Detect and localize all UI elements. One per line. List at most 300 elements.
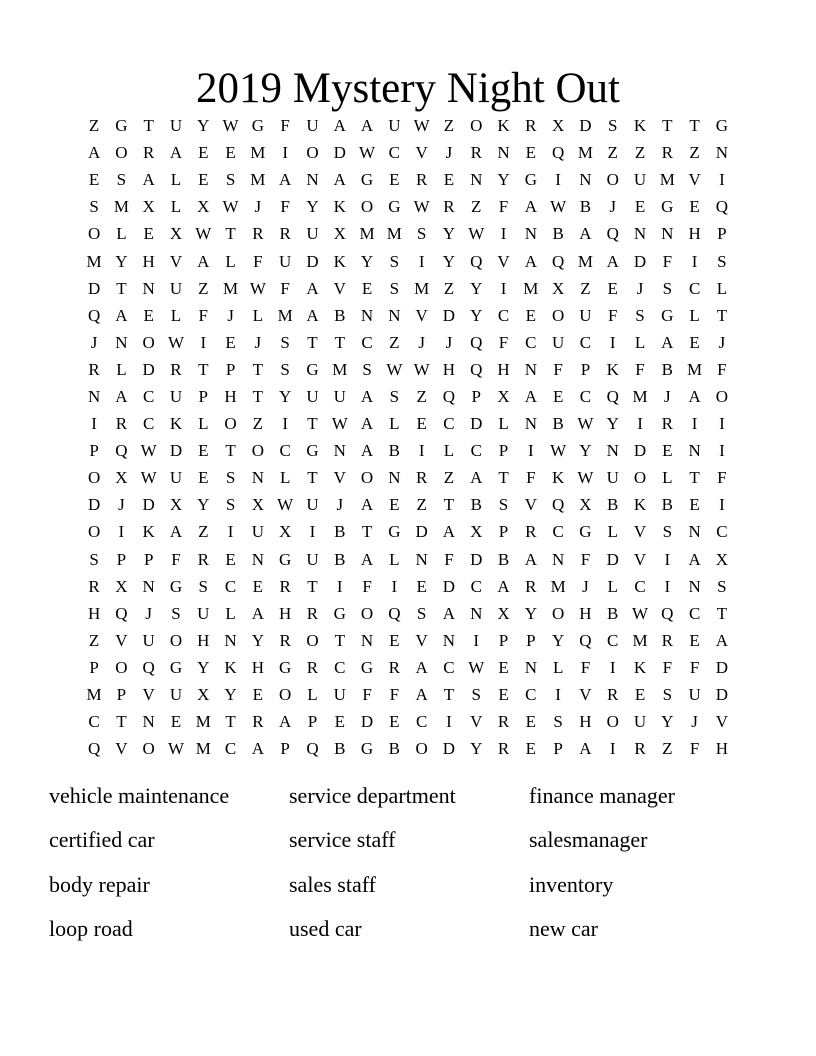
grid-letter: K bbox=[551, 468, 565, 488]
grid-letter: Y bbox=[306, 197, 319, 217]
grid-letter: I bbox=[446, 712, 452, 732]
grid-letter: E bbox=[225, 332, 236, 352]
grid-letter: E bbox=[389, 170, 400, 190]
grid-letter: X bbox=[551, 278, 565, 298]
grid-letter: B bbox=[552, 224, 564, 244]
grid-letter: C bbox=[334, 657, 346, 677]
grid-letter: C bbox=[688, 278, 701, 298]
grid-letter: T bbox=[307, 468, 318, 488]
grid-letter: Z bbox=[662, 739, 673, 759]
grid-letter: S bbox=[607, 116, 618, 136]
grid-letter: A bbox=[87, 143, 101, 163]
grid-letter: N bbox=[606, 441, 619, 461]
grid-letter: L bbox=[389, 549, 400, 569]
grid-letter: Q bbox=[551, 495, 565, 515]
grid-letter: E bbox=[334, 712, 345, 732]
grid-letter: N bbox=[551, 549, 565, 569]
grid-letter: E bbox=[525, 739, 537, 759]
grid-letter: N bbox=[415, 549, 428, 569]
grid-letter: I bbox=[118, 522, 125, 542]
grid-letter: D bbox=[415, 522, 428, 542]
word-list-item: sales staff bbox=[289, 871, 376, 897]
grid-letter: P bbox=[498, 630, 509, 650]
grid-letter: E bbox=[416, 576, 427, 596]
word-list-column-3 bbox=[529, 774, 776, 951]
grid-letter: V bbox=[688, 170, 701, 190]
grid-letter: W bbox=[386, 359, 403, 379]
grid-letter: I bbox=[719, 414, 725, 434]
grid-letter: R bbox=[88, 576, 100, 596]
grid-letter: N bbox=[661, 224, 674, 244]
grid-letter: B bbox=[388, 739, 401, 759]
grid-letter: W bbox=[468, 657, 485, 677]
grid-letter: V bbox=[169, 251, 183, 271]
grid-letter: N bbox=[251, 468, 264, 488]
grid-letter: J bbox=[227, 305, 234, 325]
grid-letter: Q bbox=[115, 603, 128, 623]
grid-letter: G bbox=[360, 657, 374, 677]
grid-letter: U bbox=[333, 685, 346, 705]
grid-letter: R bbox=[306, 603, 319, 623]
grid-letter: Q bbox=[606, 386, 619, 406]
grid-letter: Y bbox=[579, 441, 592, 461]
grid-letter: A bbox=[442, 603, 456, 623]
grid-letter: O bbox=[606, 170, 619, 190]
grid-letter: N bbox=[633, 224, 647, 244]
grid-letter: I bbox=[418, 441, 425, 461]
grid-letter: C bbox=[579, 332, 592, 352]
grid-letter: A bbox=[197, 251, 210, 271]
grid-letter: Y bbox=[115, 251, 128, 271]
grid-letter: N bbox=[524, 657, 537, 677]
grid-letter: G bbox=[360, 170, 374, 190]
grid-letter: R bbox=[525, 522, 537, 542]
grid-letter: D bbox=[87, 278, 101, 298]
grid-letter: I bbox=[555, 170, 561, 190]
grid-letter: I bbox=[309, 522, 316, 542]
grid-row-16 bbox=[80, 518, 735, 545]
grid-letter: S bbox=[662, 522, 673, 542]
grid-letter: F bbox=[444, 549, 454, 569]
word-list-item: new car bbox=[529, 915, 599, 941]
grid-letter: F bbox=[580, 549, 591, 569]
grid-letter: F bbox=[253, 251, 263, 271]
grid-row-12 bbox=[80, 410, 735, 437]
grid-letter: E bbox=[689, 332, 700, 352]
grid-letter: S bbox=[635, 305, 645, 325]
grid-letter: E bbox=[170, 712, 182, 732]
grid-letter: D bbox=[142, 495, 155, 515]
grid-letter: T bbox=[143, 116, 154, 136]
grid-letter: T bbox=[307, 332, 318, 352]
grid-row-22 bbox=[80, 681, 735, 708]
grid-letter: C bbox=[443, 657, 455, 677]
grid-letter: R bbox=[88, 359, 100, 379]
grid-letter: N bbox=[360, 630, 374, 650]
grid-letter: X bbox=[169, 495, 183, 515]
grid-letter: Y bbox=[661, 712, 674, 732]
grid-letter: G bbox=[524, 170, 537, 190]
grid-letter: O bbox=[224, 414, 237, 434]
grid-row-14 bbox=[80, 464, 735, 491]
grid-letter: W bbox=[468, 224, 485, 244]
grid-letter: A bbox=[142, 170, 155, 190]
grid-letter: B bbox=[334, 549, 346, 569]
grid-letter: N bbox=[115, 332, 128, 352]
grid-letter: F bbox=[635, 359, 645, 379]
grid-letter: N bbox=[87, 386, 101, 406]
grid-letter: F bbox=[689, 657, 700, 677]
grid-letter: J bbox=[90, 332, 98, 352]
grid-letter: V bbox=[715, 712, 729, 732]
grid-letter: Q bbox=[470, 359, 483, 379]
grid-letter: Q bbox=[442, 386, 456, 406]
grid-letter: A bbox=[579, 224, 592, 244]
grid-letter: Z bbox=[580, 278, 591, 298]
grid-letter: Z bbox=[443, 468, 455, 488]
grid-letter: W bbox=[550, 441, 567, 461]
grid-letter: Z bbox=[634, 143, 646, 163]
grid-letter: B bbox=[607, 495, 619, 515]
grid-letter: R bbox=[252, 712, 264, 732]
grid-letter: E bbox=[198, 468, 209, 488]
grid-letter: R bbox=[470, 143, 482, 163]
grid-letter: R bbox=[415, 468, 428, 488]
grid-letter: U bbox=[279, 251, 292, 271]
grid-letter: H bbox=[279, 603, 292, 623]
grid-letter: G bbox=[169, 657, 183, 677]
grid-letter: M bbox=[386, 224, 402, 244]
word-list-item: vehicle maintenance bbox=[49, 783, 230, 808]
grid-row-19 bbox=[80, 600, 735, 627]
grid-letter: S bbox=[116, 170, 127, 190]
grid-letter: O bbox=[470, 116, 483, 136]
grid-letter: L bbox=[225, 251, 236, 271]
grid-letter: L bbox=[170, 170, 182, 190]
grid-letter: V bbox=[633, 549, 647, 569]
grid-letter: K bbox=[633, 657, 647, 677]
grid-letter: T bbox=[198, 359, 209, 379]
grid-letter: A bbox=[360, 495, 374, 515]
grid-letter: N bbox=[224, 630, 237, 650]
grid-letter: E bbox=[689, 197, 700, 217]
grid-letter: G bbox=[388, 197, 401, 217]
grid-letter: M bbox=[195, 739, 211, 759]
grid-letter: S bbox=[662, 685, 673, 705]
grid-letter: M bbox=[577, 143, 593, 163]
grid-letter: M bbox=[632, 630, 648, 650]
grid-letter: Z bbox=[443, 116, 455, 136]
grid-letter: E bbox=[198, 170, 209, 190]
grid-letter: E bbox=[634, 685, 646, 705]
grid-letter: J bbox=[336, 495, 344, 515]
grid-row-21 bbox=[80, 654, 735, 681]
grid-letter: T bbox=[498, 468, 509, 488]
grid-letter: F bbox=[580, 657, 591, 677]
grid-letter: D bbox=[442, 739, 456, 759]
grid-letter: W bbox=[140, 441, 157, 461]
grid-letter: D bbox=[142, 359, 155, 379]
grid-letter: E bbox=[198, 143, 209, 163]
word-list-item: inventory bbox=[529, 871, 614, 897]
grid-letter: F bbox=[280, 278, 290, 298]
grid-letter: B bbox=[497, 549, 510, 569]
grid-letter: K bbox=[333, 197, 346, 217]
grid-letter: N bbox=[524, 414, 537, 434]
grid-letter: U bbox=[306, 495, 319, 515]
grid-letter: O bbox=[115, 657, 128, 677]
grid-letter: N bbox=[306, 170, 319, 190]
grid-letter: T bbox=[689, 116, 700, 136]
grid-letter: L bbox=[198, 414, 209, 434]
grid-letter: J bbox=[145, 603, 152, 623]
grid-letter: O bbox=[715, 386, 729, 406]
grid-letter: I bbox=[227, 522, 234, 542]
grid-letter: Z bbox=[198, 522, 209, 542]
grid-letter: O bbox=[87, 522, 101, 542]
grid-letter: Q bbox=[470, 332, 483, 352]
grid-letter: N bbox=[442, 630, 456, 650]
grid-letter: H bbox=[715, 739, 729, 759]
grid-letter: Z bbox=[416, 495, 427, 515]
grid-letter: T bbox=[307, 414, 318, 434]
grid-letter: H bbox=[442, 359, 456, 379]
grid-letter: S bbox=[498, 495, 509, 515]
grid-letter: X bbox=[551, 116, 565, 136]
grid-letter: S bbox=[717, 251, 727, 271]
grid-letter: B bbox=[579, 197, 592, 217]
grid-letter: M bbox=[250, 143, 266, 163]
grid-letter: F bbox=[717, 468, 727, 488]
grid-letter: W bbox=[413, 197, 430, 217]
grid-letter: W bbox=[222, 197, 239, 217]
grid-letter: P bbox=[717, 224, 727, 244]
grid-letter: S bbox=[225, 495, 236, 515]
grid-letter: E bbox=[252, 685, 264, 705]
grid-letter: R bbox=[279, 576, 291, 596]
grid-letter: A bbox=[279, 712, 292, 732]
grid-letter: F bbox=[362, 576, 372, 596]
grid-letter: W bbox=[413, 116, 430, 136]
grid-letter: E bbox=[498, 657, 509, 677]
grid-letter: D bbox=[442, 305, 456, 325]
grid-letter: A bbox=[279, 170, 292, 190]
grid-letter: G bbox=[360, 739, 374, 759]
grid-letter: E bbox=[143, 305, 154, 325]
grid-letter: D bbox=[579, 116, 592, 136]
grid-letter: N bbox=[470, 603, 483, 623]
grid-letter: L bbox=[116, 359, 127, 379]
grid-row-6 bbox=[80, 247, 735, 274]
grid-letter: O bbox=[115, 143, 128, 163]
grid-letter: C bbox=[143, 386, 155, 406]
grid-letter: X bbox=[197, 685, 210, 705]
grid-letter: Y bbox=[551, 630, 565, 650]
grid-letter: L bbox=[716, 278, 728, 298]
grid-letter: R bbox=[443, 197, 455, 217]
grid-letter: O bbox=[360, 468, 374, 488]
grid-letter: E bbox=[389, 630, 400, 650]
grid-letter: B bbox=[661, 495, 673, 515]
grid-letter: W bbox=[167, 332, 184, 352]
grid-letter: Y bbox=[197, 657, 210, 677]
grid-letter: K bbox=[142, 522, 155, 542]
grid-letter: V bbox=[415, 630, 428, 650]
grid-letter: P bbox=[116, 685, 127, 705]
grid-letter: S bbox=[416, 224, 427, 244]
grid-letter: L bbox=[689, 305, 700, 325]
grid-letter: A bbox=[169, 143, 183, 163]
grid-letter: H bbox=[87, 603, 101, 623]
grid-letter: H bbox=[251, 657, 264, 677]
grid-letter: W bbox=[249, 278, 266, 298]
grid-letter: P bbox=[143, 549, 154, 569]
grid-letter: G bbox=[251, 116, 264, 136]
grid-letter: N bbox=[388, 468, 401, 488]
grid-letter: A bbox=[470, 468, 483, 488]
grid-letter: L bbox=[252, 305, 264, 325]
grid-letter: A bbox=[333, 170, 346, 190]
grid-letter: C bbox=[579, 386, 592, 406]
grid-letter: F bbox=[498, 332, 509, 352]
word-list-item: service department bbox=[289, 783, 456, 808]
grid-letter: E bbox=[525, 305, 537, 325]
grid-letter: S bbox=[389, 278, 400, 298]
grid-letter: R bbox=[170, 359, 182, 379]
grid-letter: E bbox=[689, 495, 700, 515]
grid-row-9 bbox=[80, 329, 735, 356]
grid-letter: T bbox=[252, 359, 264, 379]
grid-letter: O bbox=[306, 630, 319, 650]
grid-letter: L bbox=[607, 522, 618, 542]
grid-letter: A bbox=[415, 685, 428, 705]
grid-letter: E bbox=[443, 170, 455, 190]
grid-letter: E bbox=[361, 278, 373, 298]
grid-letter: U bbox=[306, 386, 319, 406]
grid-letter: F bbox=[362, 685, 372, 705]
grid-letter: R bbox=[306, 657, 319, 677]
grid-letter: U bbox=[142, 630, 155, 650]
grid-row-2 bbox=[80, 139, 735, 166]
grid-letter: V bbox=[115, 739, 128, 759]
word-list-item: salesmanager bbox=[529, 827, 648, 853]
grid-letter: X bbox=[470, 522, 483, 542]
grid-letter: N bbox=[688, 441, 701, 461]
grid-letter: H bbox=[224, 386, 237, 406]
grid-letter: A bbox=[306, 278, 319, 298]
grid-letter: M bbox=[223, 278, 239, 298]
grid-letter: U bbox=[306, 116, 319, 136]
grid-letter: U bbox=[333, 386, 346, 406]
grid-letter: P bbox=[553, 739, 563, 759]
grid-letter: A bbox=[524, 251, 537, 271]
grid-letter: B bbox=[334, 522, 346, 542]
grid-letter: C bbox=[525, 332, 537, 352]
grid-letter: Q bbox=[470, 251, 483, 271]
grid-letter: L bbox=[443, 441, 455, 461]
grid-letter: Y bbox=[524, 603, 537, 623]
grid-letter: Z bbox=[471, 197, 482, 217]
grid-letter: I bbox=[500, 278, 507, 298]
grid-letter: G bbox=[115, 116, 128, 136]
grid-letter: R bbox=[661, 630, 673, 650]
grid-letter: O bbox=[633, 468, 647, 488]
grid-letter: T bbox=[225, 224, 236, 244]
grid-letter: X bbox=[579, 495, 592, 515]
grid-letter: U bbox=[688, 685, 701, 705]
grid-letter: E bbox=[552, 386, 564, 406]
grid-letter: A bbox=[497, 576, 510, 596]
grid-letter: D bbox=[87, 495, 101, 515]
grid-letter: R bbox=[525, 576, 537, 596]
grid-letter: C bbox=[470, 441, 482, 461]
grid-letter: A bbox=[579, 739, 592, 759]
grid-letter: L bbox=[634, 332, 646, 352]
grid-letter: N bbox=[524, 359, 537, 379]
grid-letter: V bbox=[115, 630, 128, 650]
grid-letter: O bbox=[360, 603, 374, 623]
grid-letter: L bbox=[116, 224, 127, 244]
grid-letter: U bbox=[388, 116, 401, 136]
grid-letter: Q bbox=[115, 441, 128, 461]
grid-letter: T bbox=[716, 603, 728, 623]
grid-letter: F bbox=[389, 685, 400, 705]
grid-letter: O bbox=[251, 441, 264, 461]
grid-letter: O bbox=[279, 685, 292, 705]
grid-row-24 bbox=[80, 735, 735, 762]
grid-letter: A bbox=[115, 386, 128, 406]
grid-letter: S bbox=[416, 603, 427, 623]
grid-letter: E bbox=[88, 170, 100, 190]
grid-letter: J bbox=[636, 278, 644, 298]
grid-letter: O bbox=[169, 630, 183, 650]
grid-letter: N bbox=[142, 576, 155, 596]
grid-letter: K bbox=[224, 657, 237, 677]
grid-letter: T bbox=[689, 468, 700, 488]
grid-letter: T bbox=[662, 116, 673, 136]
grid-letter: N bbox=[579, 170, 592, 190]
grid-letter: I bbox=[473, 630, 480, 650]
grid-letter: S bbox=[362, 359, 372, 379]
grid-letter: T bbox=[716, 305, 728, 325]
grid-letter: B bbox=[552, 414, 564, 434]
grid-letter: V bbox=[579, 685, 592, 705]
grid-letter: D bbox=[169, 441, 183, 461]
grid-letter: F bbox=[198, 305, 208, 325]
grid-letter: F bbox=[280, 116, 290, 136]
grid-letter: A bbox=[415, 657, 428, 677]
grid-letter: B bbox=[334, 739, 346, 759]
grid-letter: S bbox=[717, 576, 727, 596]
grid-letter: A bbox=[524, 197, 537, 217]
grid-letter: P bbox=[471, 386, 481, 406]
grid-letter: R bbox=[388, 657, 401, 677]
grid-letter: A bbox=[169, 522, 183, 542]
grid-letter: C bbox=[525, 685, 537, 705]
grid-letter: M bbox=[659, 170, 675, 190]
grid-letter: H bbox=[579, 712, 592, 732]
grid-letter: S bbox=[89, 549, 99, 569]
grid-letter: U bbox=[633, 170, 647, 190]
grid-row-13 bbox=[80, 437, 735, 464]
grid-letter: E bbox=[498, 685, 509, 705]
grid-letter: I bbox=[418, 251, 425, 271]
grid-letter: T bbox=[116, 278, 127, 298]
grid-letter: E bbox=[525, 143, 537, 163]
word-list-item: finance manager bbox=[529, 783, 675, 808]
grid-letter: S bbox=[389, 251, 400, 271]
grid-letter: T bbox=[443, 495, 455, 515]
